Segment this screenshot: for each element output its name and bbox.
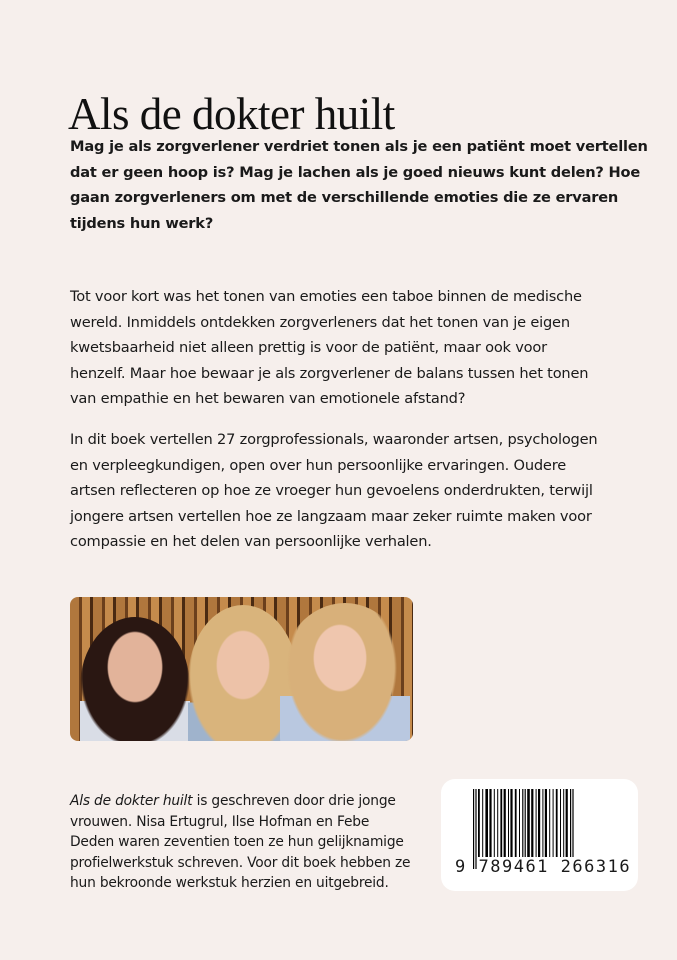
barcode-bar <box>515 789 517 857</box>
barcode-bar <box>494 789 495 857</box>
barcode-bar <box>504 789 506 857</box>
text-fragment: is geschreven door drie jonge <box>192 793 396 809</box>
barcode-bar <box>531 789 533 857</box>
barcode-bar <box>489 789 491 857</box>
text-line: jongere artsen vertellen hoe ze langzaam maar zeker ruimte maken voor <box>70 507 592 525</box>
barcode-bar <box>519 789 520 857</box>
barcode-bar <box>566 789 568 857</box>
isbn-group-1: 789461 <box>478 857 549 877</box>
text-line: Mag je als zorgverlener verdriet tonen als je een patiënt moet vertellen <box>70 138 648 155</box>
text-line: dat er geen hoop is? Mag je lachen als je goed nieuws kunt delen? Hoe <box>70 163 641 181</box>
author-figure-left <box>80 617 190 741</box>
barcode-bar <box>542 789 543 857</box>
text-line: artsen reflecteren op hoe ze vroeger hun gevoelens onderdrukten, terwijl <box>70 482 593 500</box>
barcode-bar <box>485 789 488 857</box>
authors-photo <box>70 597 413 741</box>
barcode-bar <box>536 789 537 857</box>
text-line: van empathie en het bewaren van emotionele afstand? <box>70 390 466 408</box>
isbn-barcode <box>441 779 638 891</box>
barcode-bar <box>538 789 540 857</box>
text-line: vrouwen. Nisa Ertugrul, Ilse Hofman en Febe <box>70 813 370 830</box>
text-line: compassie en het delen van persoonlijke verhalen. <box>70 533 432 551</box>
isbn-group-2: 266316 <box>560 857 632 877</box>
barcode-bar <box>549 789 550 857</box>
barcode-bar <box>527 789 530 857</box>
barcode-bar <box>545 789 547 857</box>
text-line: In dit boek vertellen 27 zorgprofessionals, waaronder artsen, psychologen <box>70 431 598 448</box>
text-line <box>70 791 410 812</box>
text-line: henzelf. Maar hoe bewaar je als zorgverlener de balans tussen het tonen <box>70 364 589 382</box>
isbn-number <box>455 857 631 877</box>
barcode-bar <box>553 789 554 857</box>
barcode-bar <box>500 789 502 857</box>
text-line: Deden waren zeventien toen ze hun gelijknamige <box>70 834 404 851</box>
content-paragraph <box>70 427 597 555</box>
text-line: kwetsbaarheid niet alleen prettig is voor de patiënt, maar ook voor <box>70 339 547 357</box>
barcode-bar <box>563 789 564 857</box>
text-line: profielwerkstuk schreven. Voor dit boek hebben ze <box>70 854 411 871</box>
barcode-bar <box>482 789 483 857</box>
book-title: Als de dokter huilt <box>68 89 395 139</box>
text-line: tijdens hun werk? <box>70 214 214 232</box>
text-line: Tot voor kort was het tonen van emoties een taboe binnen de medische <box>70 288 582 305</box>
text-line: gaan zorgverleners om met de verschillende emoties die ze ervaren <box>70 189 619 207</box>
context-paragraph <box>70 284 588 412</box>
text-line: en verpleegkundigen, open over hun persoonlijke ervaringen. Oudere <box>70 456 566 474</box>
book-title-italic: Als de dokter huilt <box>70 793 193 809</box>
barcode-bar <box>478 789 480 857</box>
author-figure-right <box>280 603 410 741</box>
barcode-bar <box>497 789 498 857</box>
text-line: wereld. Inmiddels ontdekken zorgverleners dat het tonen van je eigen <box>70 313 570 331</box>
barcode-bar <box>560 789 561 857</box>
authors-bio <box>70 791 410 894</box>
barcode-bar <box>556 789 558 857</box>
barcode-bar <box>510 789 512 857</box>
barcode-bar <box>508 789 509 857</box>
isbn-first-digit: 9 <box>455 857 467 877</box>
text-line: hun bekroonde werkstuk herzien en uitgebreid. <box>70 875 389 892</box>
intro-paragraph <box>70 134 648 236</box>
